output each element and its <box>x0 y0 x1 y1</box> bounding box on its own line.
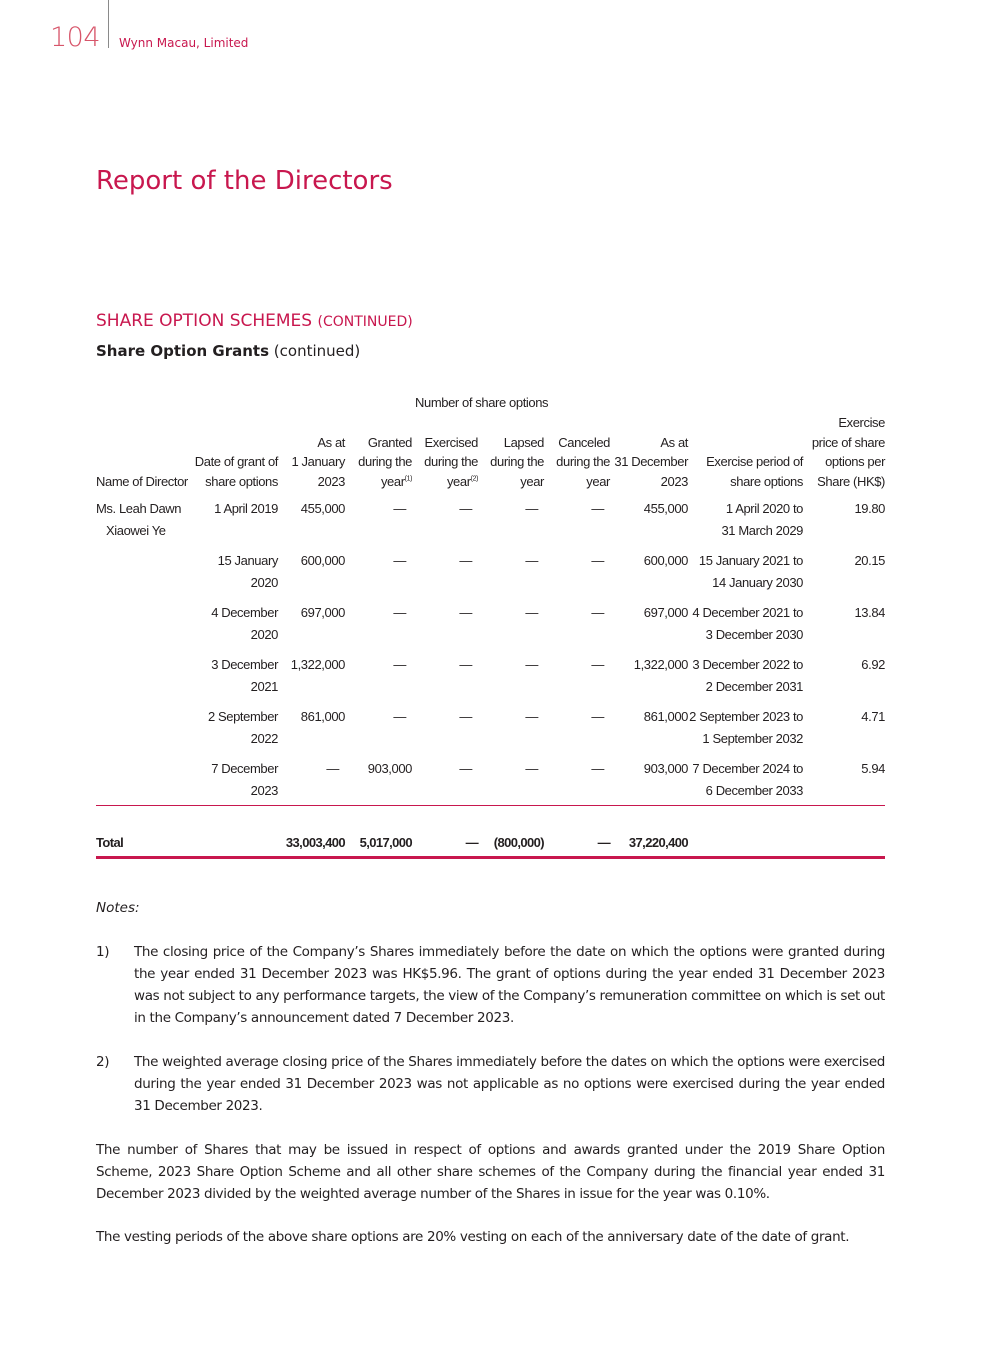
exercise-price: 5.94 <box>803 758 885 806</box>
grant-date: 3 December 2021 <box>211 657 278 694</box>
granted: — <box>393 501 406 516</box>
company-name: Wynn Macau, Limited <box>119 36 249 50</box>
total-as-at-end: 37,220,400 <box>610 806 688 858</box>
lapsed: — <box>525 605 538 620</box>
exercised: — <box>412 758 478 806</box>
exercised: — <box>459 657 472 672</box>
note-1 <box>96 941 885 1029</box>
as-at-end: 697,000 <box>643 605 688 620</box>
share-options-table <box>96 413 885 859</box>
grant-date: 2 September 2022 <box>207 709 278 746</box>
col-header-lapsed: Lapsed during the year <box>490 434 544 489</box>
subsection-heading-text: Share Option Grants <box>96 342 270 360</box>
canceled: — <box>591 605 604 620</box>
granted: 903,000 <box>345 758 412 806</box>
grant-date: 15 January 2020 <box>217 553 278 590</box>
note-text: The weighted average closing price of the Shares immediately before the dates on which the options were exercised during the year ended 31 December 2023 was not applicable as no options were exercised during the year ended 31 December 2023. <box>134 1054 885 1114</box>
exercised: — <box>459 709 472 724</box>
canceled: — <box>544 758 610 806</box>
exercised: — <box>459 501 472 516</box>
exercise-period: 7 December 2024 to 6 December 2033 <box>688 758 803 806</box>
lapsed: — <box>525 657 538 672</box>
table-row <box>96 758 885 806</box>
header-divider <box>108 0 109 48</box>
total-exercised: — <box>412 806 478 858</box>
section-heading-suffix: (CONTINUED) <box>317 314 413 330</box>
as-at-start: — <box>278 758 345 806</box>
exercise-period: 15 January 2021 to 14 January 2030 <box>698 553 803 590</box>
exercise-price: 13.84 <box>854 605 885 620</box>
granted: — <box>393 553 406 568</box>
canceled: — <box>591 657 604 672</box>
as-at-start: 1,322,000 <box>290 657 345 672</box>
grant-date: 7 December 2023 <box>188 758 278 806</box>
paragraph-vesting: The vesting periods of the above share options are 20% vesting on each of the anniversary date of the date of grant. <box>96 1229 850 1245</box>
col-header-exercise-period: Exercise period of share options <box>706 454 803 489</box>
exercise-price: 6.92 <box>861 657 885 672</box>
page-title: Report of the Directors <box>96 166 393 196</box>
exercise-price: 19.80 <box>854 501 885 516</box>
table-row <box>96 550 885 602</box>
total-as-at-start: 33,003,400 <box>278 806 345 858</box>
granted: — <box>393 657 406 672</box>
col-header-grant-date: Date of grant of share options <box>194 454 278 489</box>
page-number: 104 <box>50 22 101 53</box>
grant-date: 1 April 2019 <box>214 501 278 516</box>
subsection-heading <box>96 342 360 360</box>
lapsed: — <box>525 553 538 568</box>
as-at-start: 697,000 <box>300 605 345 620</box>
exercise-price: 4.71 <box>861 709 885 724</box>
group-header: Number of share options <box>415 395 549 410</box>
canceled: — <box>591 501 604 516</box>
col-header-exercised: Exercised during the year$^{(2)}$ <box>424 434 478 489</box>
as-at-end: 600,000 <box>643 553 688 568</box>
exercised: — <box>459 553 472 568</box>
total-lapsed: (800,000) <box>478 806 544 858</box>
col-header-canceled: Canceled during the year <box>556 434 610 489</box>
table-row <box>96 706 885 758</box>
granted: — <box>393 605 406 620</box>
col-header-as-at-end: As at 31 December 2023 <box>614 434 688 489</box>
exercise-period: 3 December 2022 to 2 December 2031 <box>692 657 803 694</box>
exercise-period: 2 September 2023 to 1 September 2032 <box>689 709 803 746</box>
exercise-period: 1 April 2020 to 31 March 2029 <box>721 501 803 538</box>
note-number: 1) <box>96 944 110 960</box>
total-label: Total <box>96 806 188 858</box>
paragraph-shares-issued: The number of Shares that may be issued in respect of options and awards granted under the 2019 Share Option Scheme, 2023 Share Option Scheme and all other share schemes of the Company during the financial year ended 31 December 2023 divided by the weighted average number of the Shares in issue for the year was 0.10%. <box>96 1142 885 1202</box>
granted: — <box>393 709 406 724</box>
note-number: 2) <box>96 1054 110 1070</box>
as-at-start: 861,000 <box>300 709 345 724</box>
table-row <box>96 491 885 550</box>
total-canceled: — <box>544 806 610 858</box>
as-at-end: 455,000 <box>643 501 688 516</box>
as-at-start: 600,000 <box>300 553 345 568</box>
total-granted: 5,017,000 <box>345 806 412 858</box>
canceled: — <box>591 709 604 724</box>
lapsed: — <box>478 758 544 806</box>
lapsed: — <box>525 709 538 724</box>
exercise-price: 20.15 <box>854 553 885 568</box>
as-at-end: 861,000 <box>643 709 688 724</box>
exercised: — <box>459 605 472 620</box>
col-header-granted: Granted during the year$^{(1)}$ <box>358 434 412 489</box>
as-at-end: 903,000 <box>610 758 688 806</box>
col-header-name: Name of Director <box>96 473 188 489</box>
notes-label: Notes: <box>96 900 140 916</box>
total-row <box>96 806 885 858</box>
director-name: Ms. Leah Dawn Xiaowei Ye <box>96 501 182 538</box>
table-header-row <box>96 413 885 491</box>
section-heading-text: SHARE OPTION SCHEMES <box>96 311 313 331</box>
lapsed: — <box>525 501 538 516</box>
as-at-start: 455,000 <box>300 501 345 516</box>
canceled: — <box>591 553 604 568</box>
subsection-heading-suffix: (continued) <box>273 342 361 360</box>
note-2 <box>96 1051 885 1117</box>
table-row <box>96 654 885 706</box>
table-row <box>96 602 885 654</box>
as-at-end: 1,322,000 <box>633 657 688 672</box>
section-heading <box>96 311 413 331</box>
col-header-as-at-start: As at 1 January 2023 <box>291 434 345 489</box>
grant-date: 4 December 2020 <box>211 605 278 642</box>
exercise-period: 4 December 2021 to 3 December 2030 <box>692 605 803 642</box>
note-text: The closing price of the Company’s Shares immediately before the date on which the options were granted during the year ended 31 December 2023 was HK$5.96. The grant of options during the year ended 31 December 2023 was not subject to any performance targets, the view of the Company’s remuneration committee on which is set out in the Company’s announcement dated 7 December 2023. <box>134 944 885 1026</box>
col-header-exercise-price: Exercise price of share options per Share (HK$) <box>811 415 885 489</box>
